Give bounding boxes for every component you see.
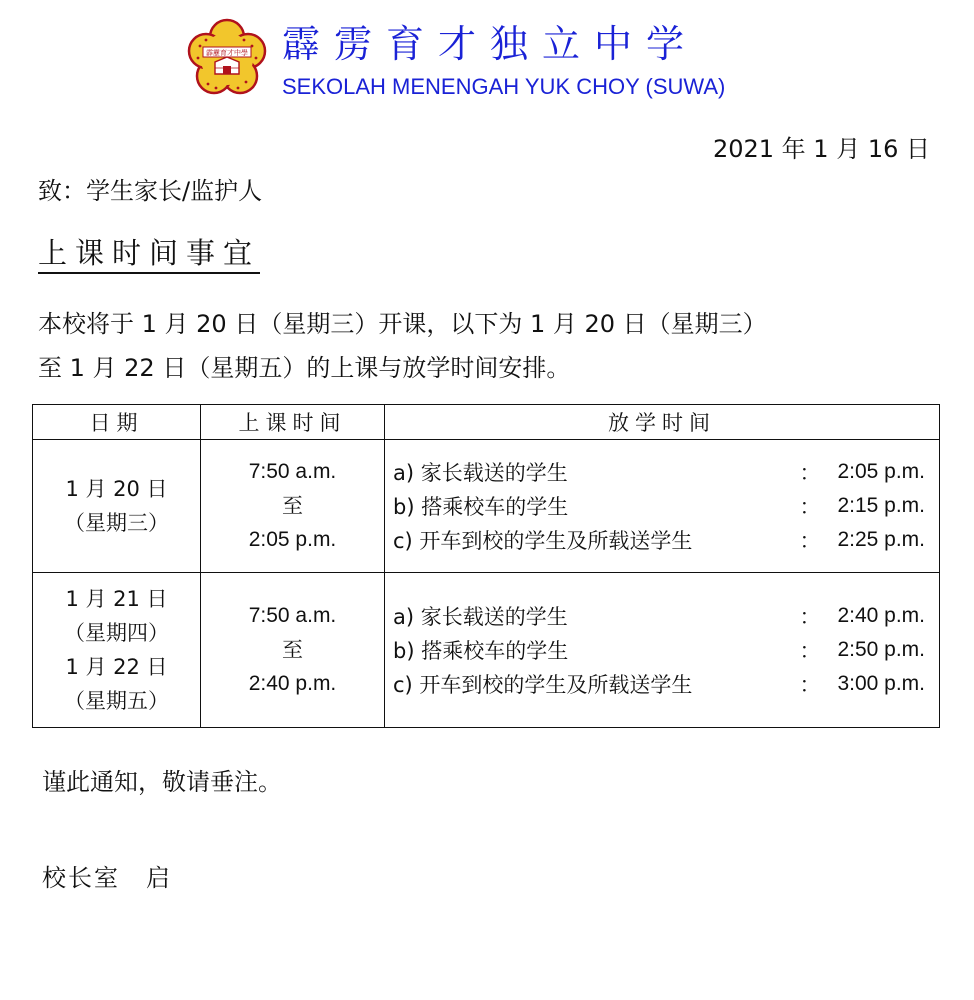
- dismissal-time: 2:40 p.m.: [837, 604, 925, 627]
- intro-line: 本校将于 1 月 20 日（星期三）开课，以下为 1 月 20 日（星期三）: [38, 310, 767, 338]
- dismissal-item: [385, 523, 939, 557]
- start-time: 7:50 a.m.: [248, 460, 337, 483]
- colon-separator: ：: [799, 605, 821, 629]
- colon-separator: ：: [799, 639, 821, 663]
- column-header-start-time: 上课时间: [201, 405, 385, 440]
- colon-separator: ：: [799, 673, 821, 697]
- colon-separator: ：: [799, 461, 821, 485]
- dismissal-label: a) 家长载送的学生: [393, 605, 568, 629]
- date-cell: [33, 440, 201, 573]
- class-time-cell: [201, 573, 385, 728]
- date-text: 1 月 21 日: [65, 587, 168, 611]
- date-text: 1 月 20 日: [65, 477, 168, 501]
- school-name-english: SEKOLAH MENENGAH YUK CHOY (SUWA): [282, 74, 726, 99]
- intro-line: 至 1 月 22 日（星期五）的上课与放学时间安排。: [38, 354, 571, 382]
- dismissal-label: c) 开车到校的学生及所载送学生: [393, 673, 693, 697]
- crest-lettering: 霹靂育才中學: [206, 49, 248, 57]
- dismissal-item: [385, 633, 939, 667]
- start-time: 7:50 a.m.: [248, 604, 337, 627]
- dismissal-label: b) 搭乘校车的学生: [393, 639, 569, 663]
- table-header-row: [33, 405, 940, 440]
- weekday-text: （星期三）: [64, 511, 169, 535]
- dismissal-label: c) 开车到校的学生及所载送学生: [393, 529, 693, 553]
- signature-line: 校长室 启: [42, 864, 172, 892]
- closing-line: 谨此通知，敬请垂注。: [42, 768, 282, 796]
- dismissal-item: [385, 599, 939, 633]
- weekday-text: （星期四）: [64, 621, 169, 645]
- dismissal-item: [385, 455, 939, 489]
- dismissal-item: [385, 489, 939, 523]
- subject-heading: 上课时间事宜: [38, 234, 260, 274]
- dismissal-time: 2:50 p.m.: [837, 638, 925, 661]
- intro-paragraph: [38, 302, 918, 390]
- dismissal-label: b) 搭乘校车的学生: [393, 495, 569, 519]
- weekday-text: （星期五）: [64, 689, 169, 713]
- date-text: 1 月 22 日: [65, 655, 168, 679]
- to-word: 至: [282, 638, 303, 662]
- colon-separator: ：: [799, 495, 821, 519]
- to-word: 至: [282, 494, 303, 518]
- column-header-dismissal-time: 放学时间: [385, 405, 940, 440]
- dismissal-time: 3:00 p.m.: [837, 672, 925, 695]
- dismissal-cell: [385, 573, 940, 728]
- end-time: 2:40 p.m.: [248, 672, 337, 695]
- dismissal-time: 2:25 p.m.: [837, 528, 925, 551]
- recipient-line: 致：学生家长/监护人: [38, 177, 263, 205]
- dismissal-time: 2:05 p.m.: [837, 460, 925, 483]
- school-crest-icon: [186, 18, 268, 100]
- table-row: [33, 440, 940, 573]
- colon-separator: ：: [799, 529, 821, 553]
- letterhead: [186, 18, 746, 102]
- schedule-table: [32, 404, 940, 728]
- end-time: 2:05 p.m.: [248, 528, 337, 551]
- letter-date: 2021 年 1 月 16 日: [712, 135, 930, 163]
- school-name-chinese: 霹雳育才独立中学: [282, 22, 699, 66]
- class-time-cell: [201, 440, 385, 573]
- column-header-date: 日期: [33, 405, 201, 440]
- dismissal-time: 2:15 p.m.: [837, 494, 925, 517]
- dismissal-item: [385, 667, 939, 701]
- dismissal-label: a) 家长载送的学生: [393, 461, 568, 485]
- dismissal-cell: [385, 440, 940, 573]
- date-cell: [33, 573, 201, 728]
- table-row: [33, 573, 940, 728]
